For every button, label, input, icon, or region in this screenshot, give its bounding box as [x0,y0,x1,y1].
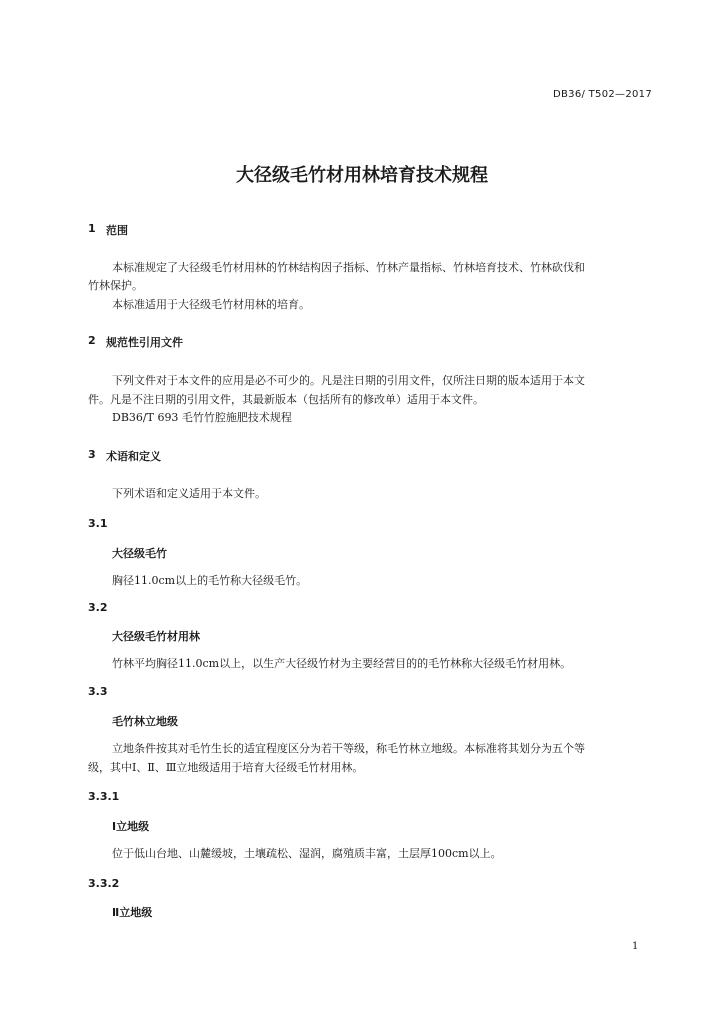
section-2-para-1-line-1: 下列文件对于本文件的应用是必不可少的。凡是注日期的引用文件，仅所注日期的版本适用于本文 [112,374,585,387]
clause-3-2-number: 3.2 [88,601,108,614]
section-1-number: 1 [88,222,96,235]
document-code: DB36/ T502—2017 [553,89,652,100]
page-number: 1 [632,941,639,952]
section-1-para-1-line-1: 本标准规定了大径级毛竹材用林的竹林结构因子指标、竹林产量指标、竹林培育技术、竹林砍伐和 [112,261,585,274]
clause-3-3-2-term: Ⅱ立地级 [112,906,153,919]
clause-3-1-definition: 胸径11.0cm以上的毛竹称大径级毛竹。 [112,574,308,587]
section-2-reference: DB36/T 693 毛竹竹腔施肥技术规程 [112,411,292,424]
section-2-para-1-line-2: 件。凡是不注日期的引用文件，其最新版本（包括所有的修改单）适用于本文件。 [88,393,484,406]
section-1-para-2: 本标准适用于大径级毛竹材用林的培育。 [112,298,310,311]
section-2-title: 规范性引用文件 [106,336,183,349]
clause-3-3-2-number: 3.3.2 [88,877,120,890]
section-3-title: 术语和定义 [106,450,161,463]
clause-3-3-1-number: 3.3.1 [88,790,120,803]
section-1-title: 范围 [106,224,128,237]
document-title: 大径级毛竹材用林培育技术规程 [236,165,488,186]
clause-3-1-term: 大径级毛竹 [112,547,167,560]
clause-3-3-definition-line-2: 级，其中Ⅰ、Ⅱ、Ⅲ立地级适用于培育大径级毛竹材用林。 [88,761,364,774]
clause-3-3-number: 3.3 [88,685,108,698]
clause-3-3-definition-line-1: 立地条件按其对毛竹生长的适宜程度区分为若干等级，称毛竹林立地级。本标准将其划分为五个等 [112,742,585,755]
clause-3-3-term: 毛竹林立地级 [112,715,178,728]
section-3-number: 3 [88,448,96,461]
clause-3-3-1-term: Ⅰ立地级 [112,820,150,833]
section-3-intro: 下列术语和定义适用于本文件。 [112,487,266,500]
clause-3-1-number: 3.1 [88,517,108,530]
clause-3-2-definition: 竹林平均胸径11.0cm以上，以生产大径级竹材为主要经营目的的毛竹林称大径级毛竹材用林。 [112,657,572,670]
section-2-number: 2 [88,334,96,347]
clause-3-2-term: 大径级毛竹材用林 [112,630,200,643]
section-1-para-1-line-2: 竹林保护。 [88,279,143,292]
clause-3-3-1-definition: 位于低山台地、山麓缓坡，土壤疏松、湿润，腐殖质丰富，土层厚100cm以上。 [112,847,502,860]
